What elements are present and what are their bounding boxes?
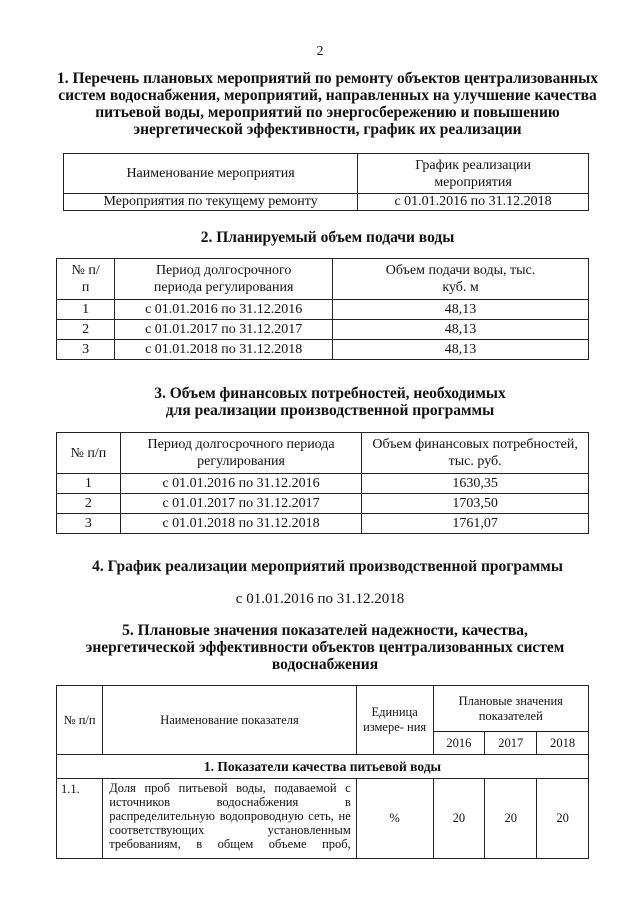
- row-unit: %: [356, 779, 433, 859]
- row-number: 2: [57, 320, 115, 340]
- table-row: [57, 340, 589, 360]
- header-year: 2018: [537, 732, 589, 755]
- table-row: [57, 300, 589, 320]
- row-period: с 01.01.2016 по 31.12.2016: [115, 300, 333, 320]
- row-value: 1703,50: [362, 494, 589, 514]
- row-period: с 01.01.2017 по 31.12.2017: [120, 494, 361, 514]
- row-number: 1.1.: [57, 779, 103, 859]
- header-year: 2017: [485, 732, 537, 755]
- group-heading: 1. Показатели качества питьевой воды: [57, 755, 589, 779]
- header-financial-volume: Объем финансовых потребностей, тыс. руб.: [362, 433, 589, 474]
- header-planned-values: Плановые значения показателей: [433, 686, 589, 732]
- section5-table: [56, 685, 589, 859]
- table-row: [57, 494, 589, 514]
- table-row: [57, 514, 589, 534]
- table-row: [64, 194, 589, 211]
- event-period-cell: с 01.01.2016 по 31.12.2018: [358, 194, 589, 211]
- row-period: с 01.01.2018 по 31.12.2018: [120, 514, 361, 534]
- row-period: с 01.01.2018 по 31.12.2018: [115, 340, 333, 360]
- row-value: 1761,07: [362, 514, 589, 534]
- table-row: [57, 320, 589, 340]
- row-number: 2: [57, 494, 121, 514]
- section4-period: с 01.01.2016 по 31.12.2018: [235, 591, 405, 607]
- row-value: 20: [537, 779, 589, 859]
- row-number: 1: [57, 300, 115, 320]
- row-number: 3: [57, 514, 121, 534]
- section2-title: 2. Планируемый объем подачи воды: [200, 229, 455, 246]
- page-number: 2: [316, 44, 324, 59]
- row-value: 48,13: [333, 320, 589, 340]
- header-event-name: Наименование мероприятия: [64, 154, 358, 194]
- header-schedule: График реализации мероприятия: [358, 154, 589, 194]
- row-period: с 01.01.2016 по 31.12.2016: [120, 474, 361, 494]
- header-water-volume: Объем подачи воды, тыс. куб. м: [333, 259, 589, 300]
- row-value: 20: [485, 779, 537, 859]
- row-value: 20: [433, 779, 485, 859]
- header-period: Период долгосрочного периода регулирования: [115, 259, 333, 300]
- section4-title: 4. График реализации мероприятий производственной программы: [92, 558, 563, 575]
- section5-title: 5. Плановые значения показателей надежности, качества, энергетической эффективности объектов централизованных систем водоснабжения: [85, 622, 565, 673]
- row-number: 1: [57, 474, 121, 494]
- header-number: № п/п: [57, 259, 115, 300]
- header-number: № п/п: [57, 686, 103, 755]
- table-row: [57, 474, 589, 494]
- section1-title: 1. Перечень плановых мероприятий по ремонту объектов централизованных систем водоснабжения, мероприятий, направленных на улучшение качества питьевой воды, мероприятий по энергосбережению и повышению энергетической эффективности, график их реализации: [56, 70, 599, 138]
- row-indicator-name: Доля проб питьевой воды, подаваемой с источников водоснабжения в распределительную водопроводную сеть, не соответствующих установленным требованиям, в общем объеме проб,: [103, 779, 357, 859]
- header-number: № п/п: [57, 433, 121, 474]
- row-value: 48,13: [333, 300, 589, 320]
- header-year: 2016: [433, 732, 485, 755]
- section1-table: [63, 153, 589, 211]
- header-unit: Единица измере- ния: [356, 686, 433, 755]
- row-number: 3: [57, 340, 115, 360]
- table-row: [57, 779, 589, 859]
- section3-table: [56, 432, 589, 534]
- header-indicator-name: Наименование показателя: [103, 686, 357, 755]
- row-period: с 01.01.2017 по 31.12.2017: [115, 320, 333, 340]
- section2-table: [56, 258, 589, 360]
- row-value: 48,13: [333, 340, 589, 360]
- event-name-cell: Мероприятия по текущему ремонту: [64, 194, 358, 211]
- row-value: 1630,35: [362, 474, 589, 494]
- header-period: Период долгосрочного периода регулирования: [120, 433, 361, 474]
- section3-title: 3. Объем финансовых потребностей, необходимых для реализации производственной программы: [154, 385, 506, 419]
